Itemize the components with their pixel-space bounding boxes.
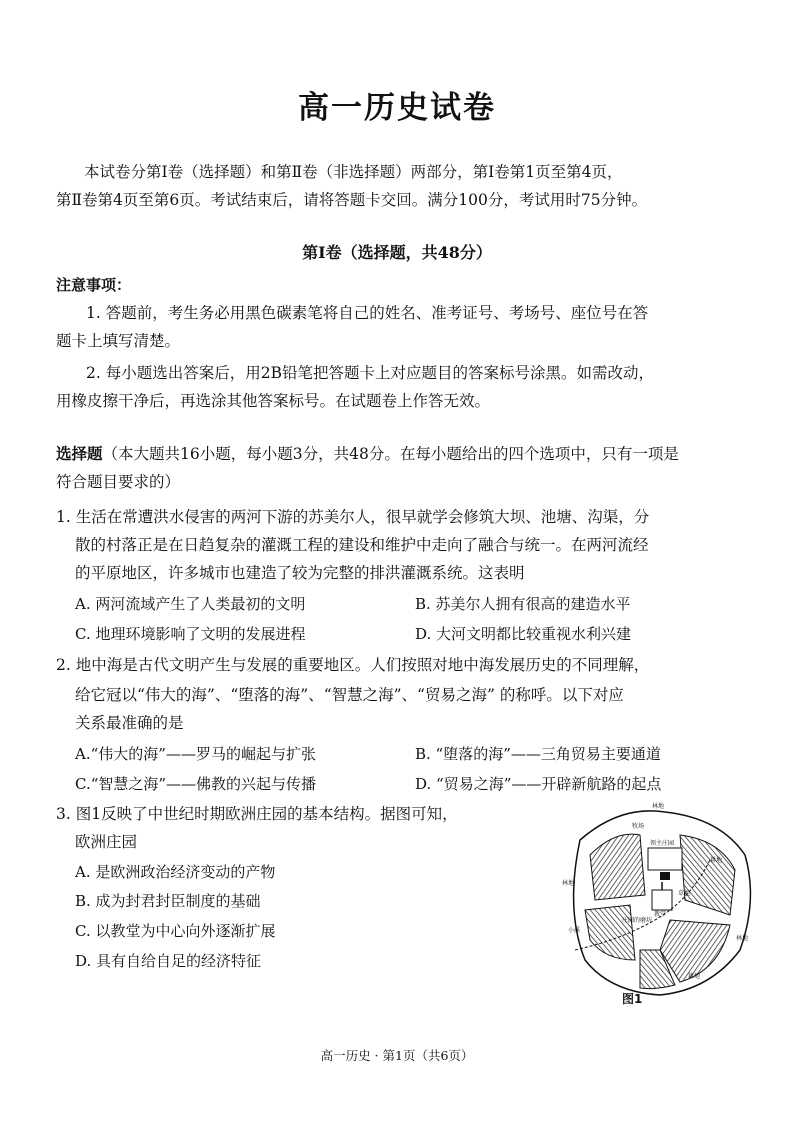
part-1-title: 第Ⅰ卷（选择题，共48分）	[302, 243, 492, 262]
q1-option-d: D. 大河文明都比较重视水利兴建	[415, 625, 632, 643]
q2-stem-line-1: 2. 地中海是古代文明产生与发展的重要地区。人们按照对地中海发展历史的不同理解，	[56, 656, 650, 674]
intro-line-1: 本试卷分第Ⅰ卷（选择题）和第Ⅱ卷（非选择题）两部分，第Ⅰ卷第1页至第4页，	[84, 163, 623, 181]
q3-option-a: A. 是欧洲政治经济变动的产物	[75, 863, 276, 881]
section-label: 选择题	[56, 445, 103, 463]
q1-stem-line-1: 1. 生活在常遭洪水侵害的两河下游的苏美尔人，很早就学会修筑大坝、池塘、沟渠，分	[56, 508, 650, 526]
label-woodland-north: 林地	[652, 803, 665, 810]
q3-option-b: B. 成为封君封臣制度的基础	[75, 892, 261, 910]
section-instructions-line-1	[56, 440, 679, 468]
page-footer: 高一历史 · 第1页（共6页）	[320, 1048, 474, 1063]
manor-house-icon	[660, 872, 670, 880]
q1-option-b: B. 苏美尔人拥有很高的建造水平	[415, 595, 631, 613]
section-instructions-line-2: 符合题目要求的）	[56, 473, 181, 491]
q1-option-c: C. 地理环境影响了文明的发展进程	[75, 625, 306, 643]
q1-stem-line-3: 的平原地区，许多城市也建造了较为完整的排洪灌溉系统。这表明	[75, 564, 525, 582]
label-lord-manor: 领主庄园	[650, 840, 675, 847]
church	[652, 890, 672, 910]
notice-item-1-line-2: 题卡上填写清楚。	[56, 332, 181, 350]
q3-stem-line-2: 欧洲庄园	[75, 833, 138, 851]
exam-title: 高一历史试卷	[298, 90, 496, 126]
notice-item-1-line-1: 1. 答题前，考生务必用黑色碳素笔将自己的姓名、准考证号、考场号、座位号在答	[86, 304, 649, 322]
label-stream: 小溪	[568, 927, 581, 934]
q1-stem-line-2: 散的村落正是在日趋复杂的灌溉工程的建设和维护中走向了融合与统一。在两河流经	[75, 536, 649, 554]
q2-option-d: D. “贸易之海”——开辟新航路的起点	[415, 775, 662, 793]
label-meadow: 草地	[678, 890, 691, 897]
label-farmland-south: 耕地	[688, 973, 701, 980]
q2-stem-line-2: 给它冠以“伟大的海”、“堕落的海”、“智慧之海”、“贸易之海” 的称呼。以下对应	[75, 686, 624, 704]
label-pasture: 牧场	[632, 823, 645, 830]
label-mill: 庄园的磨坊	[622, 917, 653, 924]
notice-item-2-line-1: 2. 每小题选出答案后，用2B铅笔把答题卡上对应题目的答案标号涂黑。如需改动，	[86, 364, 654, 382]
notice-heading: 注意事项：	[56, 276, 132, 294]
q2-option-b: B. “堕落的海”——三角贸易主要通道	[415, 745, 661, 763]
notice-item-2-line-2: 用橡皮擦干净后，再选涂其他答案标号。在试题卷上作答无效。	[56, 392, 491, 410]
label-woodland-east: 林地	[736, 935, 749, 942]
lord-manor	[648, 848, 682, 870]
q2-option-a: A.“伟大的海”——罗马的崛起与扩张	[75, 745, 316, 763]
section-instructions-rest: （本大题共16小题，每小题3分，共48分。在每小题给出的四个选项中，只有一项是	[102, 445, 679, 463]
q2-option-c: C.“智慧之海”——佛教的兴起与传播	[75, 775, 317, 793]
q1-option-a: A. 两河流域产生了人类最初的文明	[75, 595, 306, 613]
q3-stem-line-1: 3. 图1反映了中世纪时期欧洲庄园的基本结构。据图可知，	[56, 805, 458, 823]
label-church: 教堂	[654, 911, 667, 918]
manor-diagram	[560, 800, 760, 1010]
label-farmland-east: 耕地	[710, 857, 723, 864]
q3-option-d: D. 具有自给自足的经济特征	[75, 952, 262, 970]
figure-caption: 图1	[622, 992, 643, 1006]
intro-line-2: 第Ⅱ卷第4页至第6页。考试结束后，请将答题卡交回。满分100分，考试用时75分钟。	[56, 191, 648, 209]
q2-stem-line-3: 关系最准确的是	[75, 714, 184, 732]
label-woodland-west: 林地	[562, 880, 575, 887]
q3-option-c: C. 以教堂为中心向外逐渐扩展	[75, 922, 276, 940]
